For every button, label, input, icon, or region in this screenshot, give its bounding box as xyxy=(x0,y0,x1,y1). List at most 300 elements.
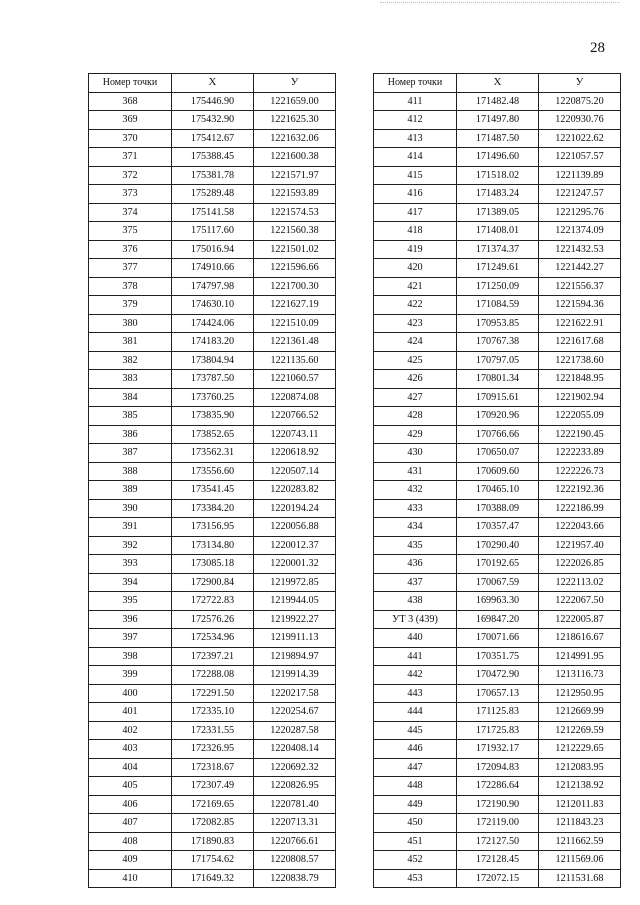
y-coordinate-cell: 1220766.52 xyxy=(254,407,336,426)
y-coordinate-cell: 1221600.38 xyxy=(254,148,336,167)
x-coordinate-cell: 172397.21 xyxy=(172,647,254,666)
point-number-cell: 430 xyxy=(374,444,457,463)
point-number-cell: 406 xyxy=(89,795,172,814)
table-row xyxy=(89,185,336,204)
y-coordinate-cell: 1212011.83 xyxy=(539,795,621,814)
y-coordinate-cell: 1220507.14 xyxy=(254,462,336,481)
point-number-cell: 424 xyxy=(374,333,457,352)
table-row xyxy=(374,222,621,241)
x-coordinate-cell: 171084.59 xyxy=(457,296,539,315)
point-number-cell: 381 xyxy=(89,333,172,352)
x-coordinate-cell: 171408.01 xyxy=(457,222,539,241)
point-number-cell: 416 xyxy=(374,185,457,204)
table-row xyxy=(89,203,336,222)
x-coordinate-cell: 174797.98 xyxy=(172,277,254,296)
y-coordinate-cell: 1220217.58 xyxy=(254,684,336,703)
point-number-cell: 428 xyxy=(374,407,457,426)
y-coordinate-cell: 1212083.95 xyxy=(539,758,621,777)
point-number-cell: 442 xyxy=(374,666,457,685)
table-row xyxy=(89,111,336,130)
x-coordinate-cell: 171389.05 xyxy=(457,203,539,222)
x-coordinate-cell: 172291.50 xyxy=(172,684,254,703)
x-coordinate-cell: 173541.45 xyxy=(172,481,254,500)
y-coordinate-cell: 1219944.05 xyxy=(254,592,336,611)
x-coordinate-cell: 171482.48 xyxy=(457,92,539,111)
y-coordinate-cell: 1220930.76 xyxy=(539,111,621,130)
x-coordinate-cell: 175432.90 xyxy=(172,111,254,130)
y-coordinate-cell: 1219911.13 xyxy=(254,629,336,648)
y-coordinate-cell: 1221574.53 xyxy=(254,203,336,222)
point-number-cell: 376 xyxy=(89,240,172,259)
table-row xyxy=(374,721,621,740)
table-row xyxy=(374,518,621,537)
point-number-cell: 372 xyxy=(89,166,172,185)
x-coordinate-cell: 173384.20 xyxy=(172,499,254,518)
y-coordinate-cell: 1218616.67 xyxy=(539,629,621,648)
point-number-cell: 415 xyxy=(374,166,457,185)
x-coordinate-cell: 172900.84 xyxy=(172,573,254,592)
x-coordinate-cell: 171754.62 xyxy=(172,851,254,870)
table-row xyxy=(374,499,621,518)
table-row xyxy=(89,777,336,796)
x-coordinate-cell: 172722.83 xyxy=(172,592,254,611)
point-number-cell: 375 xyxy=(89,222,172,241)
table-row xyxy=(374,814,621,833)
point-number-cell: 436 xyxy=(374,555,457,574)
x-coordinate-cell: 175381.78 xyxy=(172,166,254,185)
table-row xyxy=(374,92,621,111)
y-coordinate-cell: 1221594.36 xyxy=(539,296,621,315)
coordinates-table-left-body xyxy=(89,92,336,888)
y-coordinate-cell: 1219972.85 xyxy=(254,573,336,592)
table-header-row xyxy=(374,74,621,93)
point-number-cell: 444 xyxy=(374,703,457,722)
table-row xyxy=(89,629,336,648)
table-row xyxy=(374,536,621,555)
y-coordinate-cell: 1222067.50 xyxy=(539,592,621,611)
y-coordinate-cell: 1219922.27 xyxy=(254,610,336,629)
point-number-cell: 437 xyxy=(374,573,457,592)
x-coordinate-cell: 175412.67 xyxy=(172,129,254,148)
y-coordinate-cell: 1220808.57 xyxy=(254,851,336,870)
y-coordinate-cell: 1221247.57 xyxy=(539,185,621,204)
coordinates-table-left xyxy=(88,73,336,888)
y-coordinate-cell: 1219914.39 xyxy=(254,666,336,685)
y-coordinate-cell: 1219894.97 xyxy=(254,647,336,666)
table-row xyxy=(374,296,621,315)
x-coordinate-cell: 173835.90 xyxy=(172,407,254,426)
point-number-cell: 446 xyxy=(374,740,457,759)
table-row xyxy=(89,481,336,500)
x-coordinate-cell: 173134.80 xyxy=(172,536,254,555)
x-coordinate-cell: 170609.60 xyxy=(457,462,539,481)
x-coordinate-cell: 172534.96 xyxy=(172,629,254,648)
table-row xyxy=(89,610,336,629)
y-coordinate-cell: 1221622.91 xyxy=(539,314,621,333)
x-coordinate-cell: 170067.59 xyxy=(457,573,539,592)
point-number-cell: 401 xyxy=(89,703,172,722)
point-number-cell: 425 xyxy=(374,351,457,370)
coordinates-table-right-body xyxy=(374,92,621,888)
point-number-cell: 452 xyxy=(374,851,457,870)
point-number-cell: 413 xyxy=(374,129,457,148)
point-number-cell: 450 xyxy=(374,814,457,833)
x-coordinate-cell: 171932.17 xyxy=(457,740,539,759)
column-header-y: У xyxy=(254,74,336,93)
point-number-cell: 405 xyxy=(89,777,172,796)
table-row xyxy=(89,573,336,592)
point-number-cell: 448 xyxy=(374,777,457,796)
x-coordinate-cell: 170657.13 xyxy=(457,684,539,703)
point-number-cell: 429 xyxy=(374,425,457,444)
y-coordinate-cell: 1220194.24 xyxy=(254,499,336,518)
x-coordinate-cell: 175117.60 xyxy=(172,222,254,241)
x-coordinate-cell: 170766.66 xyxy=(457,425,539,444)
table-row xyxy=(89,222,336,241)
table-row xyxy=(374,148,621,167)
y-coordinate-cell: 1220618.92 xyxy=(254,444,336,463)
y-coordinate-cell: 1221627.19 xyxy=(254,296,336,315)
table-header-row xyxy=(89,74,336,93)
point-number-cell: 387 xyxy=(89,444,172,463)
table-row xyxy=(89,370,336,389)
x-coordinate-cell: 170801.34 xyxy=(457,370,539,389)
point-number-cell: 386 xyxy=(89,425,172,444)
point-number-cell: 388 xyxy=(89,462,172,481)
point-number-cell: 449 xyxy=(374,795,457,814)
table-row xyxy=(374,444,621,463)
table-row xyxy=(89,259,336,278)
y-coordinate-cell: 1222043.66 xyxy=(539,518,621,537)
x-coordinate-cell: 172318.67 xyxy=(172,758,254,777)
x-coordinate-cell: 173804.94 xyxy=(172,351,254,370)
y-coordinate-cell: 1221617.68 xyxy=(539,333,621,352)
x-coordinate-cell: 175388.45 xyxy=(172,148,254,167)
table-row xyxy=(89,388,336,407)
table-row xyxy=(89,129,336,148)
column-header-x: X xyxy=(457,74,539,93)
point-number-cell: 383 xyxy=(89,370,172,389)
point-number-cell: 431 xyxy=(374,462,457,481)
table-row xyxy=(374,684,621,703)
table-row xyxy=(89,758,336,777)
x-coordinate-cell: 172169.65 xyxy=(172,795,254,814)
x-coordinate-cell: 170953.85 xyxy=(457,314,539,333)
y-coordinate-cell: 1220838.79 xyxy=(254,869,336,888)
table-row xyxy=(374,240,621,259)
point-number-cell: 398 xyxy=(89,647,172,666)
table-row xyxy=(89,703,336,722)
point-number-cell: 378 xyxy=(89,277,172,296)
x-coordinate-cell: 170472.90 xyxy=(457,666,539,685)
point-number-cell: 447 xyxy=(374,758,457,777)
x-coordinate-cell: 171483.24 xyxy=(457,185,539,204)
x-coordinate-cell: 171125.83 xyxy=(457,703,539,722)
y-coordinate-cell: 1222005.87 xyxy=(539,610,621,629)
page-number: 28 xyxy=(590,40,605,56)
point-number-cell: 433 xyxy=(374,499,457,518)
y-coordinate-cell: 1211843.23 xyxy=(539,814,621,833)
table-row xyxy=(89,425,336,444)
table-row xyxy=(374,647,621,666)
table-row xyxy=(89,684,336,703)
table-row xyxy=(89,518,336,537)
point-number-cell: 374 xyxy=(89,203,172,222)
y-coordinate-cell: 1220766.61 xyxy=(254,832,336,851)
x-coordinate-cell: 170071.66 xyxy=(457,629,539,648)
x-coordinate-cell: 173852.65 xyxy=(172,425,254,444)
point-number-cell: 371 xyxy=(89,148,172,167)
y-coordinate-cell: 1221738.60 xyxy=(539,351,621,370)
x-coordinate-cell: 173760.25 xyxy=(172,388,254,407)
point-number-cell: 397 xyxy=(89,629,172,648)
x-coordinate-cell: 171496.60 xyxy=(457,148,539,167)
table-row xyxy=(374,851,621,870)
y-coordinate-cell: 1213116.73 xyxy=(539,666,621,685)
x-coordinate-cell: 172286.64 xyxy=(457,777,539,796)
table-row xyxy=(374,314,621,333)
point-number-cell: 384 xyxy=(89,388,172,407)
table-row xyxy=(374,869,621,888)
y-coordinate-cell: 1220826.95 xyxy=(254,777,336,796)
x-coordinate-cell: 172331.55 xyxy=(172,721,254,740)
point-number-cell: 394 xyxy=(89,573,172,592)
x-coordinate-cell: 172335.10 xyxy=(172,703,254,722)
point-number-cell: 369 xyxy=(89,111,172,130)
table-row xyxy=(89,148,336,167)
point-number-cell: 377 xyxy=(89,259,172,278)
y-coordinate-cell: 1220254.67 xyxy=(254,703,336,722)
y-coordinate-cell: 1221139.89 xyxy=(539,166,621,185)
table-row xyxy=(89,314,336,333)
table-row xyxy=(89,832,336,851)
y-coordinate-cell: 1221374.09 xyxy=(539,222,621,241)
x-coordinate-cell: 170767.38 xyxy=(457,333,539,352)
y-coordinate-cell: 1222113.02 xyxy=(539,573,621,592)
point-number-cell: 435 xyxy=(374,536,457,555)
point-number-cell: 407 xyxy=(89,814,172,833)
x-coordinate-cell: 174910.66 xyxy=(172,259,254,278)
table-row xyxy=(374,795,621,814)
column-header-x: X xyxy=(172,74,254,93)
y-coordinate-cell: 1220012.37 xyxy=(254,536,336,555)
y-coordinate-cell: 1221432.53 xyxy=(539,240,621,259)
point-number-cell: 418 xyxy=(374,222,457,241)
point-number-cell: 404 xyxy=(89,758,172,777)
x-coordinate-cell: 170388.09 xyxy=(457,499,539,518)
point-number-cell: 432 xyxy=(374,481,457,500)
column-header-point-number: Номер точки xyxy=(374,74,457,93)
point-number-cell: 417 xyxy=(374,203,457,222)
x-coordinate-cell: 170465.10 xyxy=(457,481,539,500)
x-coordinate-cell: 173562.31 xyxy=(172,444,254,463)
scan-artifact xyxy=(380,2,620,5)
x-coordinate-cell: 173085.18 xyxy=(172,555,254,574)
y-coordinate-cell: 1212950.95 xyxy=(539,684,621,703)
table-row xyxy=(374,629,621,648)
y-coordinate-cell: 1211569.06 xyxy=(539,851,621,870)
y-coordinate-cell: 1222233.89 xyxy=(539,444,621,463)
table-row xyxy=(374,610,621,629)
point-number-cell: 438 xyxy=(374,592,457,611)
y-coordinate-cell: 1221560.38 xyxy=(254,222,336,241)
point-number-cell: 370 xyxy=(89,129,172,148)
table-row xyxy=(89,721,336,740)
point-number-cell: 441 xyxy=(374,647,457,666)
table-row xyxy=(89,444,336,463)
x-coordinate-cell: 169963.30 xyxy=(457,592,539,611)
point-number-cell: 402 xyxy=(89,721,172,740)
x-coordinate-cell: 170915.61 xyxy=(457,388,539,407)
x-coordinate-cell: 172094.83 xyxy=(457,758,539,777)
table-row xyxy=(89,407,336,426)
y-coordinate-cell: 1220713.31 xyxy=(254,814,336,833)
point-number-cell: 419 xyxy=(374,240,457,259)
x-coordinate-cell: 171725.83 xyxy=(457,721,539,740)
y-coordinate-cell: 1222186.99 xyxy=(539,499,621,518)
x-coordinate-cell: 175141.58 xyxy=(172,203,254,222)
x-coordinate-cell: 173156.95 xyxy=(172,518,254,537)
x-coordinate-cell: 172190.90 xyxy=(457,795,539,814)
table-row xyxy=(374,481,621,500)
table-row xyxy=(89,869,336,888)
y-coordinate-cell: 1222190.45 xyxy=(539,425,621,444)
x-coordinate-cell: 175446.90 xyxy=(172,92,254,111)
table-row xyxy=(374,351,621,370)
point-number-cell: 443 xyxy=(374,684,457,703)
table-row xyxy=(374,758,621,777)
point-number-cell: 403 xyxy=(89,740,172,759)
x-coordinate-cell: 171518.02 xyxy=(457,166,539,185)
y-coordinate-cell: 1221022.62 xyxy=(539,129,621,148)
x-coordinate-cell: 171250.09 xyxy=(457,277,539,296)
x-coordinate-cell: 174630.10 xyxy=(172,296,254,315)
x-coordinate-cell: 172307.49 xyxy=(172,777,254,796)
table-row xyxy=(374,185,621,204)
table-row xyxy=(89,277,336,296)
table-row xyxy=(374,277,621,296)
point-number-cell: 385 xyxy=(89,407,172,426)
y-coordinate-cell: 1220874.08 xyxy=(254,388,336,407)
point-number-cell: 396 xyxy=(89,610,172,629)
y-coordinate-cell: 1220781.40 xyxy=(254,795,336,814)
point-number-cell: 420 xyxy=(374,259,457,278)
x-coordinate-cell: 173556.60 xyxy=(172,462,254,481)
table-row xyxy=(89,647,336,666)
table-row xyxy=(89,666,336,685)
x-coordinate-cell: 175016.94 xyxy=(172,240,254,259)
point-number-cell: 391 xyxy=(89,518,172,537)
table-row xyxy=(374,407,621,426)
y-coordinate-cell: 1211531.68 xyxy=(539,869,621,888)
x-coordinate-cell: 171890.83 xyxy=(172,832,254,851)
y-coordinate-cell: 1220743.11 xyxy=(254,425,336,444)
table-row xyxy=(374,370,621,389)
table-row xyxy=(374,740,621,759)
y-coordinate-cell: 1222055.09 xyxy=(539,407,621,426)
y-coordinate-cell: 1221060.57 xyxy=(254,370,336,389)
x-coordinate-cell: 171497.80 xyxy=(457,111,539,130)
point-number-cell: 390 xyxy=(89,499,172,518)
y-coordinate-cell: 1212138.92 xyxy=(539,777,621,796)
point-number-cell: 453 xyxy=(374,869,457,888)
x-coordinate-cell: 170192.65 xyxy=(457,555,539,574)
point-number-cell: 373 xyxy=(89,185,172,204)
table-row xyxy=(89,851,336,870)
x-coordinate-cell: 172072.15 xyxy=(457,869,539,888)
table-row xyxy=(89,592,336,611)
point-number-cell: 368 xyxy=(89,92,172,111)
point-number-cell: УТ 3 (439) xyxy=(374,610,457,629)
point-number-cell: 411 xyxy=(374,92,457,111)
point-number-cell: 409 xyxy=(89,851,172,870)
x-coordinate-cell: 172576.26 xyxy=(172,610,254,629)
table-row xyxy=(89,240,336,259)
table-row xyxy=(374,111,621,130)
y-coordinate-cell: 1221571.97 xyxy=(254,166,336,185)
table-row xyxy=(89,462,336,481)
table-row xyxy=(374,462,621,481)
point-number-cell: 423 xyxy=(374,314,457,333)
point-number-cell: 408 xyxy=(89,832,172,851)
y-coordinate-cell: 1220408.14 xyxy=(254,740,336,759)
y-coordinate-cell: 1222192.36 xyxy=(539,481,621,500)
x-coordinate-cell: 172127.50 xyxy=(457,832,539,851)
table-row xyxy=(374,573,621,592)
x-coordinate-cell: 169847.20 xyxy=(457,610,539,629)
x-coordinate-cell: 171487.50 xyxy=(457,129,539,148)
point-number-cell: 399 xyxy=(89,666,172,685)
y-coordinate-cell: 1221659.00 xyxy=(254,92,336,111)
y-coordinate-cell: 1221957.40 xyxy=(539,536,621,555)
point-number-cell: 389 xyxy=(89,481,172,500)
point-number-cell: 434 xyxy=(374,518,457,537)
y-coordinate-cell: 1221902.94 xyxy=(539,388,621,407)
x-coordinate-cell: 171249.61 xyxy=(457,259,539,278)
y-coordinate-cell: 1220283.82 xyxy=(254,481,336,500)
point-number-cell: 392 xyxy=(89,536,172,555)
point-number-cell: 445 xyxy=(374,721,457,740)
x-coordinate-cell: 170920.96 xyxy=(457,407,539,426)
y-coordinate-cell: 1221700.30 xyxy=(254,277,336,296)
y-coordinate-cell: 1221442.27 xyxy=(539,259,621,278)
y-coordinate-cell: 1211662.59 xyxy=(539,832,621,851)
point-number-cell: 395 xyxy=(89,592,172,611)
x-coordinate-cell: 170650.07 xyxy=(457,444,539,463)
y-coordinate-cell: 1221593.89 xyxy=(254,185,336,204)
x-coordinate-cell: 174183.20 xyxy=(172,333,254,352)
x-coordinate-cell: 170357.47 xyxy=(457,518,539,537)
x-coordinate-cell: 170797.05 xyxy=(457,351,539,370)
table-row xyxy=(89,499,336,518)
x-coordinate-cell: 172128.45 xyxy=(457,851,539,870)
table-row xyxy=(89,333,336,352)
x-coordinate-cell: 173787.50 xyxy=(172,370,254,389)
y-coordinate-cell: 1221556.37 xyxy=(539,277,621,296)
x-coordinate-cell: 172082.85 xyxy=(172,814,254,833)
y-coordinate-cell: 1214991.95 xyxy=(539,647,621,666)
y-coordinate-cell: 1222026.85 xyxy=(539,555,621,574)
x-coordinate-cell: 175289.48 xyxy=(172,185,254,204)
x-coordinate-cell: 170290.40 xyxy=(457,536,539,555)
y-coordinate-cell: 1220875.20 xyxy=(539,92,621,111)
table-row xyxy=(374,129,621,148)
y-coordinate-cell: 1221848.95 xyxy=(539,370,621,389)
x-coordinate-cell: 170351.75 xyxy=(457,647,539,666)
point-number-cell: 380 xyxy=(89,314,172,333)
y-coordinate-cell: 1221510.09 xyxy=(254,314,336,333)
table-row xyxy=(89,166,336,185)
